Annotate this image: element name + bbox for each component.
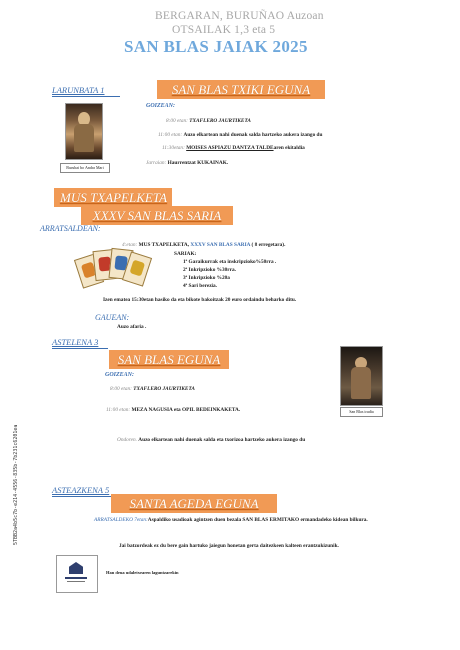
subheading-goizean-2: GOIZEAN: <box>105 372 135 378</box>
event-text: Auzo elkartean nahi duenak salda hartzeko aukera izango du <box>183 132 323 138</box>
mus-intro-time: 4:etan: <box>122 242 138 248</box>
ondoren-line <box>117 437 305 443</box>
event-line <box>162 145 305 151</box>
gauean-text: Auzo afaria . <box>117 324 147 330</box>
banner-santa-ageda-eguna: SANTA AGEDA EGUNA <box>111 494 277 513</box>
andra-mari-caption: Burubai bo Andra Mari <box>60 163 110 173</box>
event-suffix: aren ekitaldia <box>273 145 305 151</box>
event-line <box>106 407 240 413</box>
event-time: 8:00 etan: <box>110 386 132 392</box>
subheading-goizean-1: GOIZEAN: <box>146 103 176 109</box>
prize-line: 3ª Inkripzioko %20a <box>183 275 230 281</box>
event-line <box>158 132 322 138</box>
document-id: 5TBB2a4b5c7b-e214-4556-835b-7b231c6201ea <box>13 424 19 545</box>
day-underline <box>52 348 108 349</box>
day-label-astelena: ASTELENA 3 <box>52 337 99 347</box>
event-time: 11:00 etan: <box>158 132 183 138</box>
event-text: TXAFLERO JAURTIKETA <box>133 386 195 392</box>
gauean-label: GAUEAN: <box>95 313 130 322</box>
playing-cards-image <box>78 246 148 288</box>
event-time: Jarraian: <box>146 160 167 166</box>
asteazkena-line-1 <box>94 516 420 524</box>
asteazkena-time: ARRATSALDEKO 7etan: <box>94 517 148 523</box>
ondoren-time: Ondoren. <box>117 437 137 443</box>
san-blas-photo <box>340 346 383 406</box>
event-time: 11:30etan: <box>162 145 185 151</box>
header-location: BERGARAN, BURUÑAO Auzoan <box>155 10 324 22</box>
event-line <box>110 386 195 392</box>
mus-note: Izen ematea 15:30etan hasiko da eta bikote bakoitzak 20 euro ordaindu beharko ditu. <box>103 297 297 303</box>
mus-intro-suffix: ( 8 erregetara). <box>250 242 286 248</box>
event-text: Haurrentzat KUKAINAK. <box>167 160 229 166</box>
prize-line: 1ª Garaikurrak eta inskripzioko%50rra . <box>183 259 277 265</box>
banner-san-blas-eguna: SAN BLAS EGUNA <box>109 350 229 369</box>
mus-intro-highlight: XXXV SAN BLAS SARIA <box>190 242 251 248</box>
san-blas-caption: San Blas irudia <box>340 407 383 417</box>
header-dates: OTSAILAK 1,3 eta 5 <box>172 24 276 36</box>
ondoren-text: Auzo elkartean nahi duenak salda eta txorizoa hartzeko aukera izango du <box>138 437 306 443</box>
prize-line: 4ª Sari berezia. <box>183 283 218 289</box>
sponsor-text: Han deua udaletxearen laguntzarekin <box>106 570 179 575</box>
sariak-label: SARIAK: <box>174 251 197 257</box>
page-title: SAN BLAS JAIAK 2025 <box>124 37 308 56</box>
day-label-larunbata: LARUNBATA 1 <box>52 85 105 95</box>
asteazkena-line-2: Jai batzordeak ez du bere gain hartuko jaiegun honetan gerta daitezkeen kalteen erantzukizunik. <box>119 543 339 549</box>
day-label-asteazkena: ASTEAZKENA 5 <box>52 485 110 495</box>
event-line <box>166 118 251 124</box>
banner-san-blas-saria: XXXV SAN BLAS SARIA <box>81 206 233 225</box>
event-text: TXAFLERO JAURTIKETA <box>189 118 251 124</box>
event-line <box>146 160 228 166</box>
prize-line: 2ª Inkripzioko %30rra. <box>183 267 236 273</box>
town-hall-icon <box>69 562 83 574</box>
event-text: MOISES ASPIAZU DANTZA TALDE <box>186 145 274 151</box>
banner-mus-txapelketa: MUS TXAPELKETA <box>54 188 172 207</box>
event-time: 8:00 etan: <box>166 118 188 124</box>
arratsaldean-label: ARRATSALDEAN: <box>40 224 101 233</box>
event-time: 11:00 etan: <box>106 407 131 413</box>
asteazkena-text: Aspaldiko usadioak agintzen duen bezala SAN BLAS ERMITAKO ermandadeko kidean bilkura. <box>147 517 368 523</box>
banner-san-blas-txiki: SAN BLAS TXIKI EGUNA <box>157 80 325 99</box>
mus-intro-text: MUS TXAPELKETA, <box>138 242 191 248</box>
sponsor-logo-box <box>56 555 98 593</box>
day-underline <box>52 96 120 97</box>
andra-mari-photo <box>65 103 103 160</box>
event-text: MEZA NAGUSIA eta OPIL BEDEINKAKETA. <box>131 407 241 413</box>
